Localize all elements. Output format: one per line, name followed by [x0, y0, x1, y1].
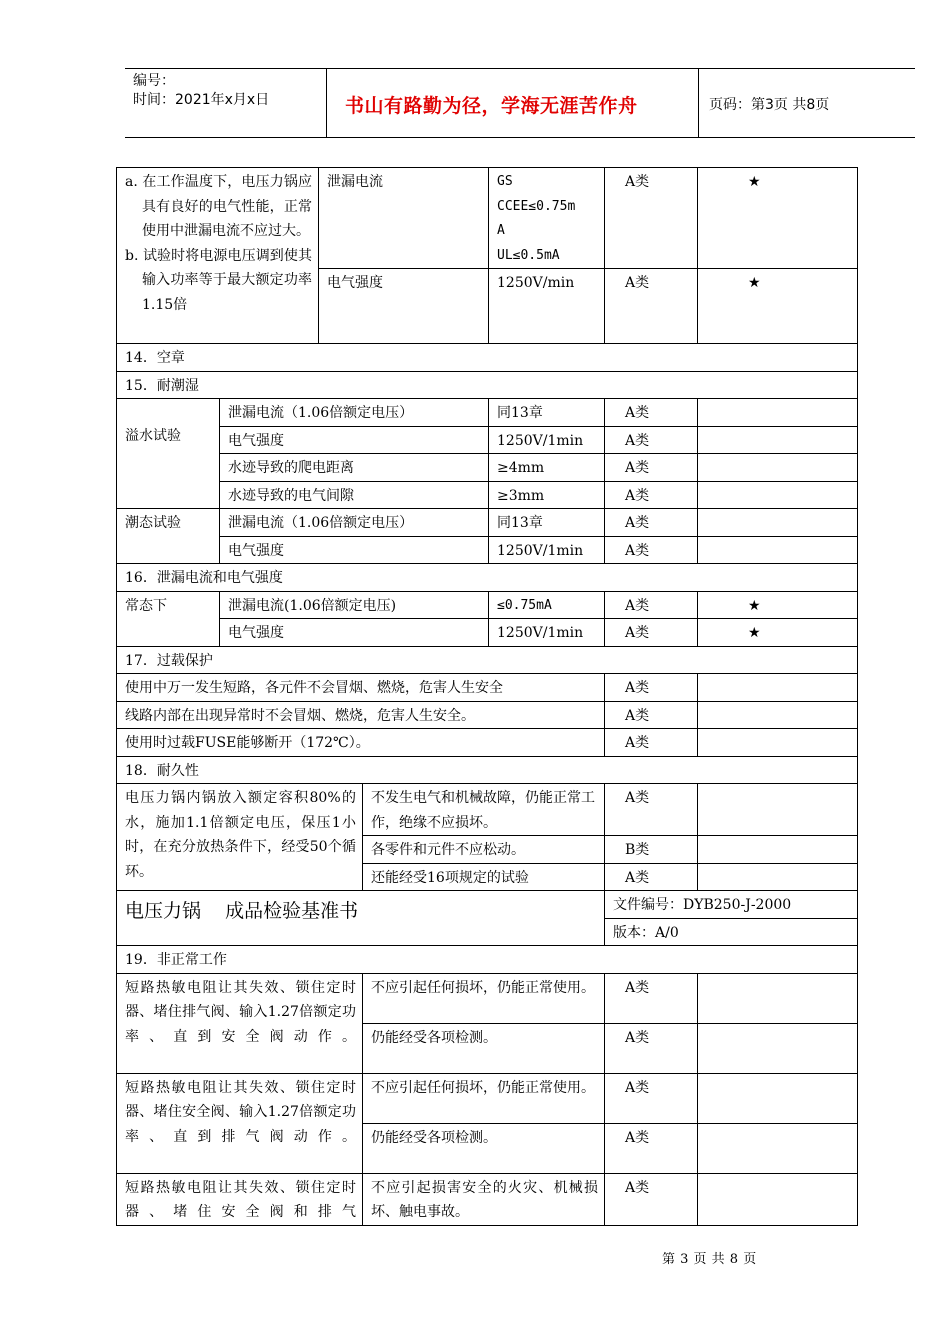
mark-cell [698, 836, 858, 864]
mark-cell [698, 973, 858, 1023]
table-row [117, 729, 858, 757]
class-cell: A类 [605, 536, 698, 564]
doc-title-row [117, 891, 858, 919]
mark-cell [698, 619, 858, 647]
item-cell: 电气强度 [220, 619, 489, 647]
class-cell: A类 [605, 591, 698, 619]
mark-cell [698, 729, 858, 757]
table-row [117, 454, 858, 482]
section-heading-row [117, 946, 858, 974]
header-motto: 书山有路勤为径，学海无涯苦作舟 [345, 95, 638, 117]
standard-cell: 同13章 [489, 399, 605, 427]
requirement-cell: 不应引起任何损坏，仍能正常使用。 [363, 973, 605, 1023]
code-label: 编号： [133, 73, 175, 89]
table-row [117, 619, 858, 647]
key-item-star: ★ [748, 174, 761, 190]
class-cell: A类 [605, 784, 698, 836]
mark-cell [698, 1123, 858, 1173]
section-heading-row [117, 756, 858, 784]
item-cell: 泄漏电流（1.06倍额定电压） [220, 399, 489, 427]
doc-version: 版本：A/0 [605, 918, 858, 946]
item-cell: 电气强度 [220, 536, 489, 564]
key-item-star: ★ [748, 625, 761, 641]
mark-cell [698, 536, 858, 564]
class-cell: A类 [605, 454, 698, 482]
requirement-cell: 不应引起任何损坏，仍能正常使用。 [363, 1073, 605, 1123]
standard-cell: ≤0.75mA [489, 591, 605, 619]
requirement-cell: 线路内部在出现异常时不会冒烟、燃烧，危害人生安全。 [117, 701, 605, 729]
condition-cell: 短路热敏电阻让其失效、锁住定时器、堵住排气阀、输入1.27倍额定功率、直到安全阀动作。 [117, 973, 363, 1073]
header-divider [698, 69, 699, 137]
standard-cell: 同13章 [489, 509, 605, 537]
mark-cell [698, 168, 858, 269]
requirement-cell: 仍能经受各项检测。 [363, 1123, 605, 1173]
mark-cell [698, 399, 858, 427]
mark-cell [698, 509, 858, 537]
table-row [117, 591, 858, 619]
class-cell: A类 [605, 619, 698, 647]
table-row [117, 701, 858, 729]
section-heading-row [117, 344, 858, 372]
standard-cell: 1250V/1min [489, 536, 605, 564]
class-cell: A类 [605, 729, 698, 757]
class-cell: B类 [605, 836, 698, 864]
section-title: 16．泄漏电流和电气强度 [117, 564, 858, 592]
requirement-cell: 不应引起损害安全的火灾、机械损坏、触电事故。 [363, 1173, 605, 1225]
item-cell: 水迹导致的爬电距离 [220, 454, 489, 482]
class-cell: A类 [605, 701, 698, 729]
item-cell: 电气强度 [220, 426, 489, 454]
requirement-cell [117, 168, 319, 344]
class-cell: A类 [605, 1173, 698, 1225]
page-header [125, 68, 915, 138]
mark-cell [698, 591, 858, 619]
table-row [117, 674, 858, 702]
group-cell: 溢水试验 [117, 399, 220, 509]
condition-cell: 短路热敏电阻让其失效、锁住定时器、堵住安全阀和排气 [117, 1173, 363, 1225]
table-row [117, 426, 858, 454]
header-info [133, 72, 269, 110]
requirement-cell: 仍能经受各项检测。 [363, 1023, 605, 1073]
class-cell: A类 [605, 168, 698, 269]
requirement-b: b. 试验时将电源电压调到使其输入功率等于最大额定功率1.15倍 [125, 247, 312, 313]
class-cell: A类 [605, 1123, 698, 1173]
standard-cell: ≥4mm [489, 454, 605, 482]
class-cell: A类 [605, 426, 698, 454]
mark-cell [698, 454, 858, 482]
class-cell: A类 [605, 399, 698, 427]
table-row [117, 1173, 858, 1225]
requirement-cell: 使用时过载FUSE能够断开（172℃）。 [117, 729, 605, 757]
class-cell: A类 [605, 863, 698, 891]
header-page-label: 页码：第3页 共8页 [709, 97, 830, 113]
header-divider [326, 69, 327, 137]
condition-cell: 电压力锅内锅放入额定容积80%的水，施加1.1倍额定电压，保压1小时，在充分放热条件下，经受50个循环。 [117, 784, 363, 891]
table-row [117, 399, 858, 427]
section-title: 14．空章 [117, 344, 858, 372]
section-heading-row [117, 371, 858, 399]
mark-cell [698, 863, 858, 891]
mark-cell [698, 269, 858, 344]
requirement-cell: 还能经受16项规定的试验 [363, 863, 605, 891]
group-cell: 潮态试验 [117, 509, 220, 564]
section-heading-row [117, 646, 858, 674]
mark-cell [698, 1173, 858, 1225]
class-cell: A类 [605, 674, 698, 702]
mark-cell [698, 701, 858, 729]
mark-cell [698, 1023, 858, 1073]
class-cell: A类 [605, 1023, 698, 1073]
item-cell: 电气强度 [319, 269, 489, 344]
class-cell: A类 [605, 1073, 698, 1123]
section-title: 18．耐久性 [117, 756, 858, 784]
requirement-cell: 各零件和元件不应松动。 [363, 836, 605, 864]
standard-cell: 1250V/1min [489, 426, 605, 454]
table-row [117, 481, 858, 509]
section-title: 15．耐潮湿 [117, 371, 858, 399]
page-footer: 第 3 页 共 8 页 [662, 1252, 757, 1267]
standard-cell: 1250V/1min [489, 619, 605, 647]
class-cell: A类 [605, 269, 698, 344]
inspection-table [116, 167, 858, 1226]
requirement-cell: 不发生电气和机械故障，仍能正常工作，绝缘不应损坏。 [363, 784, 605, 836]
item-cell: 泄漏电流(1.06倍额定电压) [220, 591, 489, 619]
table-row [117, 509, 858, 537]
item-cell: 泄漏电流（1.06倍额定电压） [220, 509, 489, 537]
mark-cell [698, 481, 858, 509]
table-row [117, 536, 858, 564]
mark-cell [698, 426, 858, 454]
class-cell: A类 [605, 481, 698, 509]
requirement-cell: 使用中万一发生短路，各元件不会冒烟、燃烧，危害人生安全 [117, 674, 605, 702]
section-title: 19．非正常工作 [117, 946, 858, 974]
section-heading-row [117, 564, 858, 592]
item-cell: 泄漏电流 [319, 168, 489, 269]
mark-cell [698, 1073, 858, 1123]
requirement-a: a. 在工作温度下，电压力锅应具有良好的电气性能，正常使用中泄漏电流不应过大。 [125, 174, 312, 239]
doc-number: 文件编号：DYB250-J-2000 [605, 891, 858, 919]
key-item-star: ★ [748, 275, 761, 291]
group-cell: 常态下 [117, 591, 220, 646]
standard-cell: GS CCEE≤0.75m A UL≤0.5mA [489, 168, 605, 269]
condition-cell: 短路热敏电阻让其失效、锁住定时器、堵住安全阀、输入1.27倍额定功率、直到排气阀动作。 [117, 1073, 363, 1173]
time-label: 时间：2021年x月x日 [133, 92, 270, 108]
table-row [117, 1073, 858, 1123]
mark-cell [698, 784, 858, 836]
doc-title: 电压力锅 成品检验基准书 [117, 891, 605, 946]
class-cell: A类 [605, 509, 698, 537]
standard-cell: ≥3mm [489, 481, 605, 509]
table-row [117, 973, 858, 1023]
item-cell: 水迹导致的电气间隙 [220, 481, 489, 509]
class-cell: A类 [605, 973, 698, 1023]
mark-cell [698, 674, 858, 702]
key-item-star: ★ [748, 597, 761, 614]
section-title: 17．过载保护 [117, 646, 858, 674]
table-row [117, 784, 858, 836]
table-row [117, 168, 858, 269]
standard-cell: 1250V/min [489, 269, 605, 344]
